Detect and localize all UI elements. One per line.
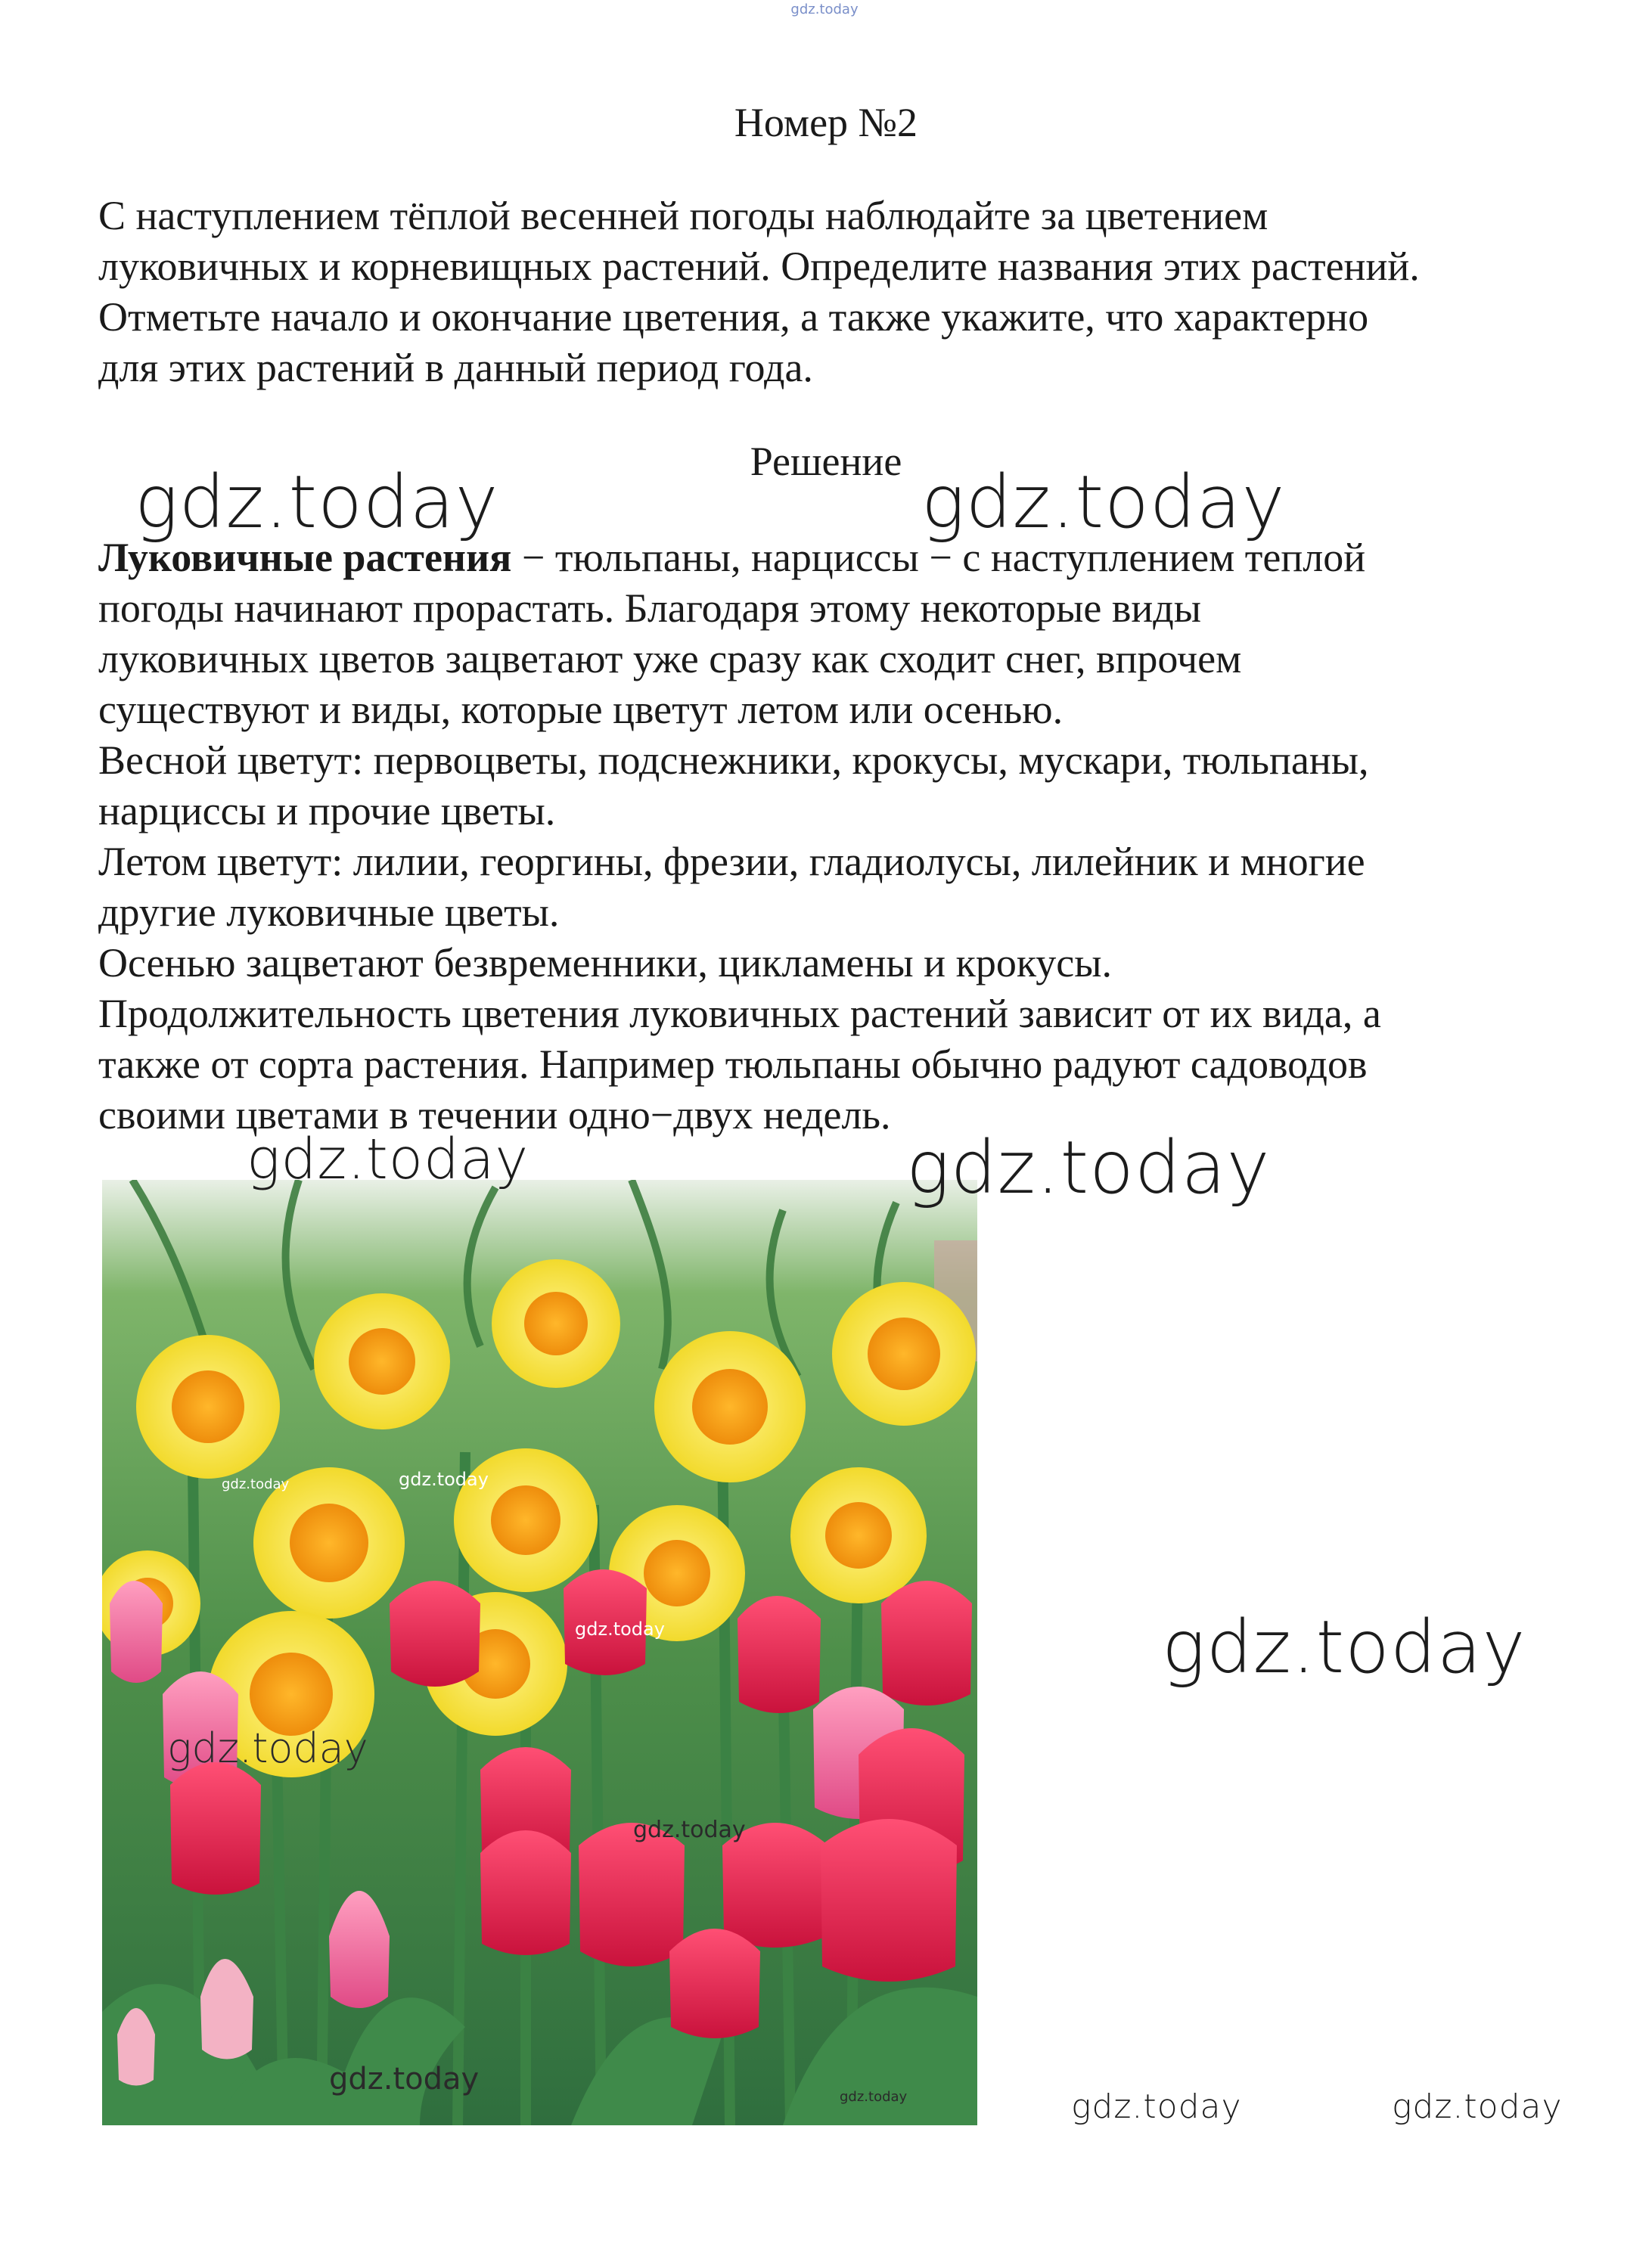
answer-line: другие луковичные цветы. xyxy=(98,889,560,935)
flowers-photo xyxy=(102,1180,977,2125)
answer-line: погоды начинают прорастать. Благодаря этому некоторые виды xyxy=(98,585,1202,631)
watermark: gdz.today xyxy=(921,460,1286,545)
watermark: gdz.today xyxy=(1392,2087,1563,2126)
solution-heading: Решение xyxy=(750,439,902,484)
watermark: gdz.today xyxy=(135,460,499,545)
answer-line: Летом цветут: лилии, георгины, фрезии, гладиолусы, лилейник и многие xyxy=(98,839,1365,884)
watermark: gdz.today xyxy=(247,1127,529,1192)
answer-line: Осенью зацветают безвременники, цикламены и крокусы. xyxy=(98,940,1113,985)
photo-watermark: gdz.today xyxy=(222,1476,290,1492)
photo-watermark: gdz.today xyxy=(329,2062,480,2097)
answer-line: своими цветами в течении одно−двух недель. xyxy=(98,1092,891,1138)
answer-line: Продолжительность цветения луковичных растений зависит от их вида, а xyxy=(98,991,1381,1036)
page-title: Номер №2 xyxy=(734,100,918,145)
photo-watermark: gdz.today xyxy=(399,1469,489,1490)
task-line: луковичных и корневищных растений. Определите названия этих растений. xyxy=(98,244,1420,289)
photo-watermark: gdz.today xyxy=(633,1817,746,1843)
answer-line: также от сорта растения. Например тюльпаны обычно радуют садоводов xyxy=(98,1041,1368,1087)
task-line: Отметьте начало и окончание цветения, а также укажите, что характерно xyxy=(98,294,1369,340)
photo-watermark: gdz.today xyxy=(167,1724,368,1772)
task-text xyxy=(98,191,1581,393)
task-line: для этих растений в данный период года. xyxy=(98,345,813,390)
watermark: gdz.today xyxy=(1162,1605,1526,1690)
answer-line: нарциссы и прочие цветы. xyxy=(98,788,556,833)
task-line: С наступлением тёплой весенней погоды наблюдайте за цветением xyxy=(98,193,1268,238)
photo-watermark: gdz.today xyxy=(575,1619,665,1640)
flowers-photo-drawing xyxy=(102,1180,977,2125)
photo-watermark: gdz.today xyxy=(840,2089,908,2105)
answer-lead-rest: − тюльпаны, нарциссы − с наступлением теплой xyxy=(511,535,1366,580)
answer-lead-bold: Луковичные растения xyxy=(98,535,512,580)
header-watermark: gdz.today xyxy=(790,2,859,17)
watermark: gdz.today xyxy=(1071,2087,1242,2126)
answer-line: Весной цветут: первоцветы, подснежники, крокусы, мускари, тюльпаны, xyxy=(98,737,1369,783)
watermark: gdz.today xyxy=(906,1125,1271,1210)
answer-line: луковичных цветов зацветают уже сразу как сходит снег, впрочем xyxy=(98,636,1242,681)
answer-text xyxy=(98,532,1581,1141)
answer-line: существуют и виды, которые цветут летом или осенью. xyxy=(98,687,1064,732)
